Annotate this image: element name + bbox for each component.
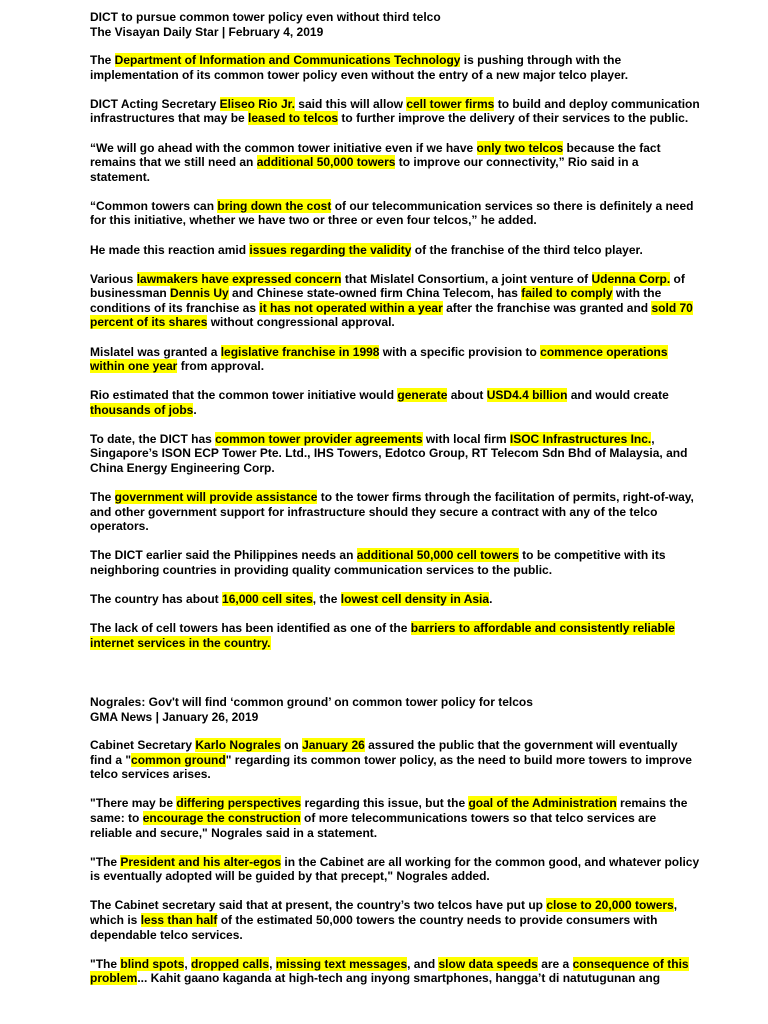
- paragraph-text: to the tower firms through the facilitation of permits, right-of-way, and other government support for infrastructure should they secure a contract with any of the telco operators.: [90, 490, 694, 534]
- paragraph-text: of the franchise of the third telco player.: [411, 242, 643, 257]
- article-headline: Nograles: Gov't will find ‘common ground’ on common tower policy for telcos: [90, 694, 533, 709]
- highlighted-text: close to 20,000 towers: [546, 898, 674, 913]
- article-paragraph: [90, 548, 700, 577]
- paragraph-text: Rio estimated that the common tower initiative would: [90, 388, 398, 403]
- paragraph-text: without congressional approval.: [207, 315, 395, 330]
- paragraph-text: The lack of cell towers has been identified as one of the: [90, 621, 411, 636]
- highlighted-text: legislative franchise in 1998: [220, 344, 380, 359]
- highlighted-text: lowest cell density in Asia: [340, 592, 490, 607]
- article-paragraph: [90, 345, 700, 374]
- highlighted-text: cell tower firms: [406, 96, 495, 111]
- highlighted-text: additional 50,000 cell towers: [356, 548, 519, 563]
- highlighted-text: generate: [397, 388, 448, 403]
- paragraph-text: with a specific provision to: [379, 344, 541, 359]
- paragraph-text: The: [90, 53, 115, 68]
- highlighted-text: failed to comply: [521, 286, 613, 301]
- highlighted-text: leased to telcos: [248, 111, 339, 126]
- article-paragraph: [90, 796, 700, 840]
- article-paragraph: [90, 388, 700, 417]
- paragraph-text: .: [489, 592, 493, 607]
- highlighted-text: sold 70 percent of its shares: [90, 300, 693, 330]
- highlighted-text: bring down the cost: [217, 198, 332, 213]
- paragraph-text: of our telecommunication services so there is definitely a need for this initiative, whether we have two or three or even four telcos,” he added.: [90, 198, 694, 228]
- highlighted-text: President and his alter-egos: [120, 854, 282, 869]
- paragraph-text: Various: [90, 271, 137, 286]
- paragraph-text: He made this reaction amid: [90, 242, 250, 257]
- article-headline: DICT to pursue common tower policy even without third telco: [90, 10, 441, 24]
- highlighted-text: missing text messages: [275, 956, 408, 971]
- paragraph-text: to improve our connectivity,” Rio said in a statement.: [90, 155, 639, 184]
- highlighted-text: USD4.4 billion: [486, 388, 568, 403]
- highlighted-text: additional 50,000 towers: [256, 155, 396, 170]
- highlighted-text: blind spots: [120, 956, 185, 971]
- article-paragraph: [90, 957, 700, 986]
- highlighted-text: January 26: [302, 738, 365, 753]
- paragraph-text: with local firm: [422, 431, 510, 446]
- paragraph-text: Mislatel was granted a: [90, 344, 221, 359]
- paragraph-text: , which is: [90, 898, 678, 927]
- highlighted-text: commence operations within one year: [90, 344, 668, 374]
- paragraph-text: , and: [407, 956, 439, 971]
- paragraph-text: with the conditions of its franchise as: [90, 286, 662, 315]
- article-paragraph: [90, 738, 700, 782]
- highlighted-text: lawmakers have expressed concern: [136, 271, 342, 286]
- highlighted-text: consequence of this problem: [90, 956, 689, 986]
- highlighted-text: barriers to affordable and consistently reliable internet services in the country.: [90, 621, 675, 650]
- paragraph-text: after the franchise was granted and: [442, 300, 652, 315]
- paragraph-text: The: [90, 490, 115, 505]
- paragraph-text: and would create: [567, 388, 669, 403]
- highlighted-text: goal of the Administration: [468, 796, 617, 811]
- paragraph-text: “We will go ahead with the common tower initiative even if we have: [90, 140, 477, 155]
- paragraph-text: "The: [90, 854, 121, 869]
- paragraph-text: that Mislatel Consortium, a joint venture of: [341, 271, 592, 286]
- article-paragraph: [90, 141, 700, 185]
- article-source-date: The Visayan Daily Star | February 4, 2019: [90, 24, 324, 39]
- highlighted-text: issues regarding the validity: [249, 242, 412, 257]
- paragraph-text: regarding this issue, but the: [301, 796, 469, 811]
- highlighted-text: only two telcos: [476, 140, 564, 155]
- highlighted-text: encourage the construction: [142, 810, 301, 825]
- article-source-date: GMA News | January 26, 2019: [90, 709, 259, 724]
- paragraph-text: to be competitive with its neighboring countries in providing quality communication services to the public.: [90, 548, 666, 578]
- highlighted-text: 16,000 cell sites: [222, 592, 313, 607]
- highlighted-text: common ground: [131, 752, 226, 767]
- paragraph-text: ,: [269, 956, 276, 971]
- article-paragraph: [90, 592, 700, 607]
- paragraph-text: are a: [537, 956, 573, 971]
- article-paragraph: [90, 855, 700, 884]
- highlighted-text: Karlo Nograles: [195, 738, 281, 753]
- article-paragraph: [90, 243, 700, 258]
- highlighted-text: it has not operated within a year: [259, 300, 443, 315]
- paragraph-text: The Cabinet secretary said that at present, the country’s two telcos have put up: [90, 898, 547, 913]
- article-paragraph: [90, 272, 700, 330]
- highlighted-text: Department of Information and Communications Technology: [114, 53, 461, 68]
- paragraph-text: about: [447, 388, 487, 403]
- highlighted-text: dropped calls: [191, 956, 270, 971]
- article-paragraph: [90, 97, 700, 126]
- document-page: [90, 10, 700, 1000]
- article-separator: [90, 665, 700, 695]
- paragraph-text: To date, the DICT has: [90, 431, 216, 446]
- paragraph-text: The DICT earlier said the Philippines needs an: [90, 548, 357, 563]
- paragraph-text: remains the same: to: [90, 796, 688, 825]
- highlighted-text: slow data speeds: [438, 956, 538, 971]
- paragraph-text: assured the public that the government will eventually find a ": [90, 738, 678, 767]
- highlighted-text: Eliseo Rio Jr.: [219, 96, 295, 111]
- highlighted-text: Dennis Uy: [170, 286, 229, 301]
- paragraph-text: "The: [90, 956, 121, 971]
- paragraph-text: because the fact remains that we still need an: [90, 140, 661, 170]
- paragraph-text: to further improve the delivery of their services to the public.: [338, 111, 689, 126]
- article-paragraph: [90, 898, 700, 942]
- highlighted-text: common tower provider agreements: [215, 431, 423, 446]
- article-paragraph: [90, 432, 700, 476]
- paragraph-text: " regarding its common tower policy, as the need to build more towers to improve telco services arises.: [90, 752, 692, 782]
- highlighted-text: thousands of jobs: [90, 402, 194, 417]
- paragraph-text: of the estimated 50,000 towers the country needs to provide consumers with dependable telco services.: [90, 912, 658, 942]
- paragraph-text: is pushing through with the implementation of its common tower policy even without the entry of a new major telco player.: [90, 53, 629, 82]
- paragraph-text: "There may be: [90, 796, 177, 811]
- paragraph-text: of businessman: [90, 271, 685, 301]
- paragraph-text: and Chinese state-owned firm China Telecom, has: [228, 286, 522, 301]
- paragraph-text: , the: [312, 592, 341, 607]
- article-paragraph: [90, 621, 700, 650]
- paragraph-text: , Singapore’s ISON ECP Tower Pte. Ltd., IHS Towers, Edotco Group, RT Telecom Sdn Bhd of Malaysia, and China Energy Engineering Corp.: [90, 431, 688, 476]
- highlighted-text: Udenna Corp.: [591, 271, 671, 286]
- paragraph-text: on: [280, 738, 303, 753]
- paragraph-text: Cabinet Secretary: [90, 738, 196, 753]
- paragraph-text: ,: [184, 956, 192, 971]
- article-paragraph: [90, 199, 700, 228]
- highlighted-text: differing perspectives: [176, 796, 302, 811]
- paragraph-text: from approval.: [177, 359, 265, 374]
- highlighted-text: government will provide assistance: [114, 490, 318, 505]
- paragraph-text: said this will allow: [294, 96, 407, 111]
- paragraph-text: of more telecommunications towers so that telco services are reliable and secure," Nograles said in a statement.: [90, 810, 657, 840]
- article-paragraph: [90, 490, 700, 534]
- paragraph-text: in the Cabinet are all working for the common good, and whatever policy is eventually adopted will be guided by that precept," Nograles added.: [90, 854, 700, 884]
- highlighted-text: less than half: [140, 912, 218, 927]
- paragraph-text: “Common towers can: [90, 198, 218, 213]
- paragraph-text: to build and deploy communication infrastructures that may be: [90, 96, 700, 126]
- paragraph-text: .: [193, 402, 197, 417]
- paragraph-text: ... Kahit gaano kaganda at high-tech ang inyong smartphones, hangga’t di natutugunan ang: [137, 971, 661, 986]
- article-paragraph: [90, 53, 700, 82]
- paragraph-text: The country has about: [90, 592, 223, 607]
- highlighted-text: ISOC Infrastructures Inc.: [509, 431, 652, 446]
- paragraph-text: DICT Acting Secretary: [90, 96, 220, 111]
